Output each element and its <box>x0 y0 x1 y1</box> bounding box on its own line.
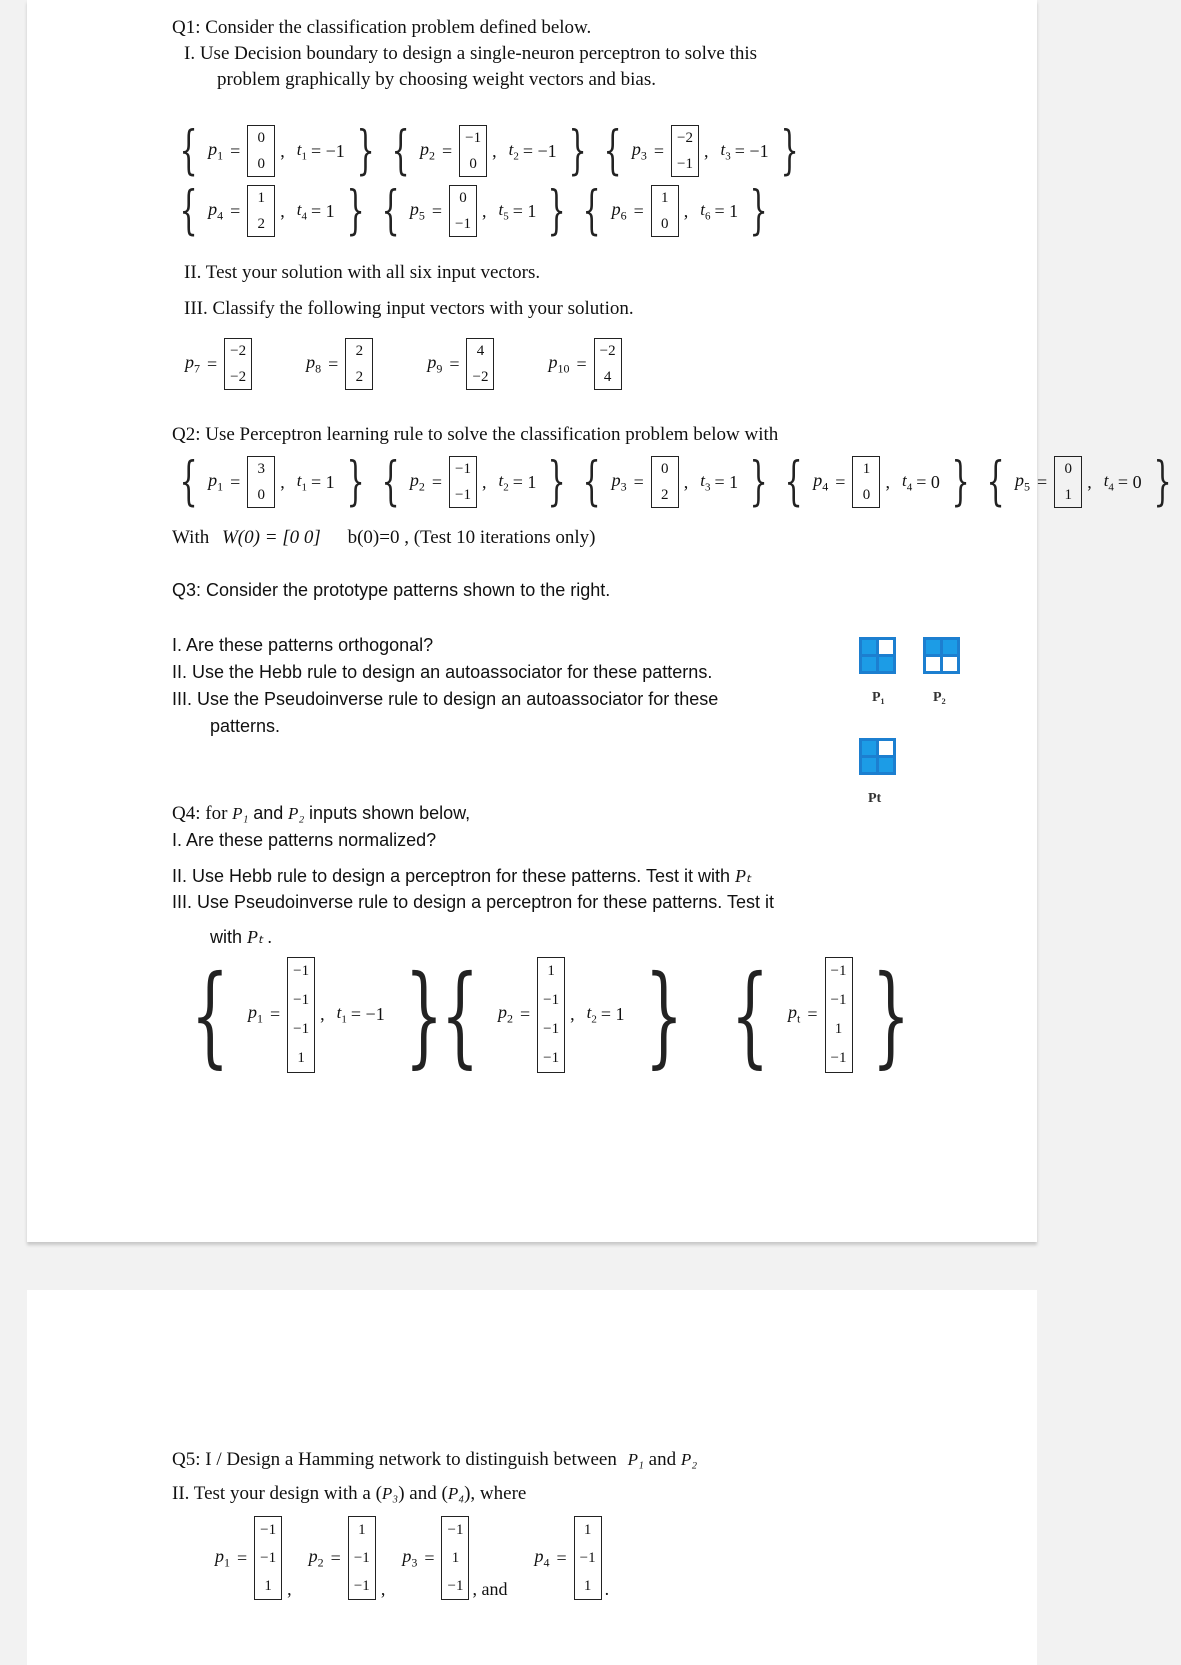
q2-title: Q2: Use Perceptron learning rule to solve the classification problem below with <box>172 424 779 445</box>
q1-title: Q1: Consider the classification problem defined below. <box>172 17 592 38</box>
document-page-1 <box>27 0 1172 1242</box>
q1-pairs-row-1 <box>172 120 808 182</box>
q1-part1-line1: I. Use Decision boundary to design a single-neuron perceptron to solve this <box>184 43 758 64</box>
q1-pair-5: { $p_5$ = 0 −1 , $t_5$ = 1 } <box>381 181 567 241</box>
pattern-pt-label: Pt <box>868 791 882 806</box>
q1-pair-6: { $p_6$ = 1 0 , $t_6$ = 1 } <box>582 181 768 241</box>
q3-i: I. Are these patterns orthogonal? <box>172 635 434 655</box>
vector: 0 1 <box>1054 456 1082 508</box>
q4-iii: III. Use Pseudoinverse rule to design a perceptron for these patterns. Test it <box>172 892 774 912</box>
pattern-pt <box>859 738 896 775</box>
q5-line2: II. Test your design with a (P₃) and (P₄), where <box>172 1483 527 1504</box>
vector: −1 1 −1 <box>441 1516 469 1600</box>
q1-part3: III. Classify the following input vectors with your solution. <box>184 298 634 319</box>
vector: 3 0 <box>247 456 275 508</box>
q1-test-p8: $p_8$ = 2 2 <box>303 338 376 390</box>
pattern-p1-label: P₁ <box>872 690 885 705</box>
q3-iii: III. Use the Pseudoinverse rule to design an autoassociator for these <box>172 689 719 709</box>
q2-pair-4: { $p_4$ = 1 0 , $t_4$ = 0 } <box>784 452 970 512</box>
vector: −1 −1 −1 1 <box>287 957 315 1073</box>
q4-title: Q4: for P₁ and P₂ inputs shown below, <box>172 803 471 824</box>
vector: −2 4 <box>594 338 622 390</box>
q2-initial-conditions: With W(0) = [0 0] b(0)=0 , (Test 10 iterations only) <box>172 527 596 548</box>
q5-line1: Q5: I / Design a Hamming network to distinguish between P₁ and P₂ <box>172 1449 698 1470</box>
vector: 4 −2 <box>466 338 494 390</box>
q4-pt-set: { $p_t$ = −1 −1 1 −1 } <box>730 950 910 1079</box>
q1-part1-line2: problem graphically by choosing weight vectors and bias. <box>217 69 657 90</box>
q5-vectors <box>212 1512 611 1604</box>
pattern-p1 <box>859 637 896 674</box>
q1-part2: II. Test your solution with all six input vectors. <box>184 262 541 283</box>
vector: 1 2 <box>247 185 275 237</box>
document-page-2 <box>27 1290 1037 1665</box>
q1-pair-2: { $p_2$ = −1 0 , $t_2$ = −1 } <box>391 121 587 181</box>
pattern-p2 <box>923 637 960 674</box>
q2-pairs-row <box>172 452 1181 512</box>
vector: 0 2 <box>651 456 679 508</box>
vector: −2 −2 <box>224 338 252 390</box>
q1-test-p7: $p_7$ = −2 −2 <box>182 338 255 390</box>
vector: 2 2 <box>345 338 373 390</box>
q4-p2-set: { $p_2$ = 1 −1 −1 −1 , $t_2$ = 1 } <box>440 950 683 1079</box>
q1-pairs-row-2 <box>172 180 777 242</box>
q1-pair-1: { $p_1$ = 0 0 , $t_1$ = −1 } <box>179 121 375 181</box>
vector: 0 −1 <box>449 185 477 237</box>
q3-ii: II. Use the Hebb rule to design an autoassociator for these patterns. <box>172 662 713 682</box>
vector: 0 0 <box>247 125 275 177</box>
vector: 1 −1 −1 <box>348 1516 376 1600</box>
vector: 1 −1 1 <box>574 1516 602 1600</box>
q5-p1: $p_1$ = −1 −1 1 , <box>212 1516 296 1600</box>
q3-title: Q3: Consider the prototype patterns shown to the right. <box>172 580 611 600</box>
vector: 1 −1 −1 −1 <box>537 957 565 1073</box>
q5-p4: $p_4$ = 1 −1 1 . <box>531 1516 609 1600</box>
q4-ii: II. Use Hebb rule to design a perceptron for these patterns. Test it with Pₜ <box>172 866 752 886</box>
q4-p1-set: { $p_1$ = −1 −1 −1 1 , $t_1$ = −1 } <box>190 950 443 1079</box>
q1-test-p10: $p_{10}$ = −2 4 <box>545 338 624 390</box>
vector: −2 −1 <box>671 125 699 177</box>
q4-i: I. Are these patterns normalized? <box>172 830 437 850</box>
vector: −1 −1 1 <box>254 1516 282 1600</box>
q1-pair-4: { $p_4$ = 1 2 , $t_4$ = 1 } <box>179 181 365 241</box>
q1-test-vectors <box>182 334 627 394</box>
pattern-p2-label: P₂ <box>933 690 946 705</box>
vector: −1 −1 1 −1 <box>825 957 853 1073</box>
q2-pair-2: { $p_2$ = −1 −1 , $t_2$ = 1 } <box>381 452 567 512</box>
q5-p2: $p_2$ = 1 −1 −1 , <box>306 1516 390 1600</box>
vector: 1 0 <box>852 456 880 508</box>
q4-iii-cont: with Pₜ . <box>210 927 273 947</box>
q1-test-p9: $p_9$ = 4 −2 <box>424 338 497 390</box>
vector: −1 0 <box>459 125 487 177</box>
q2-pair-5: { $p_5$ = 0 1 , $t_4$ = 0 } <box>986 452 1172 512</box>
q3-iii-cont: patterns. <box>210 716 281 736</box>
vector: 1 0 <box>651 185 679 237</box>
q5-p3: $p_3$ = −1 1 −1 , and <box>399 1516 507 1600</box>
vector: −1 −1 <box>449 456 477 508</box>
q2-pair-3: { $p_3$ = 0 2 , $t_3$ = 1 } <box>582 452 768 512</box>
q1-pair-3: { $p_3$ = −2 −1 , $t_3$ = −1 } <box>603 121 799 181</box>
q2-pair-1: { $p_1$ = 3 0 , $t_1$ = 1 } <box>179 452 365 512</box>
